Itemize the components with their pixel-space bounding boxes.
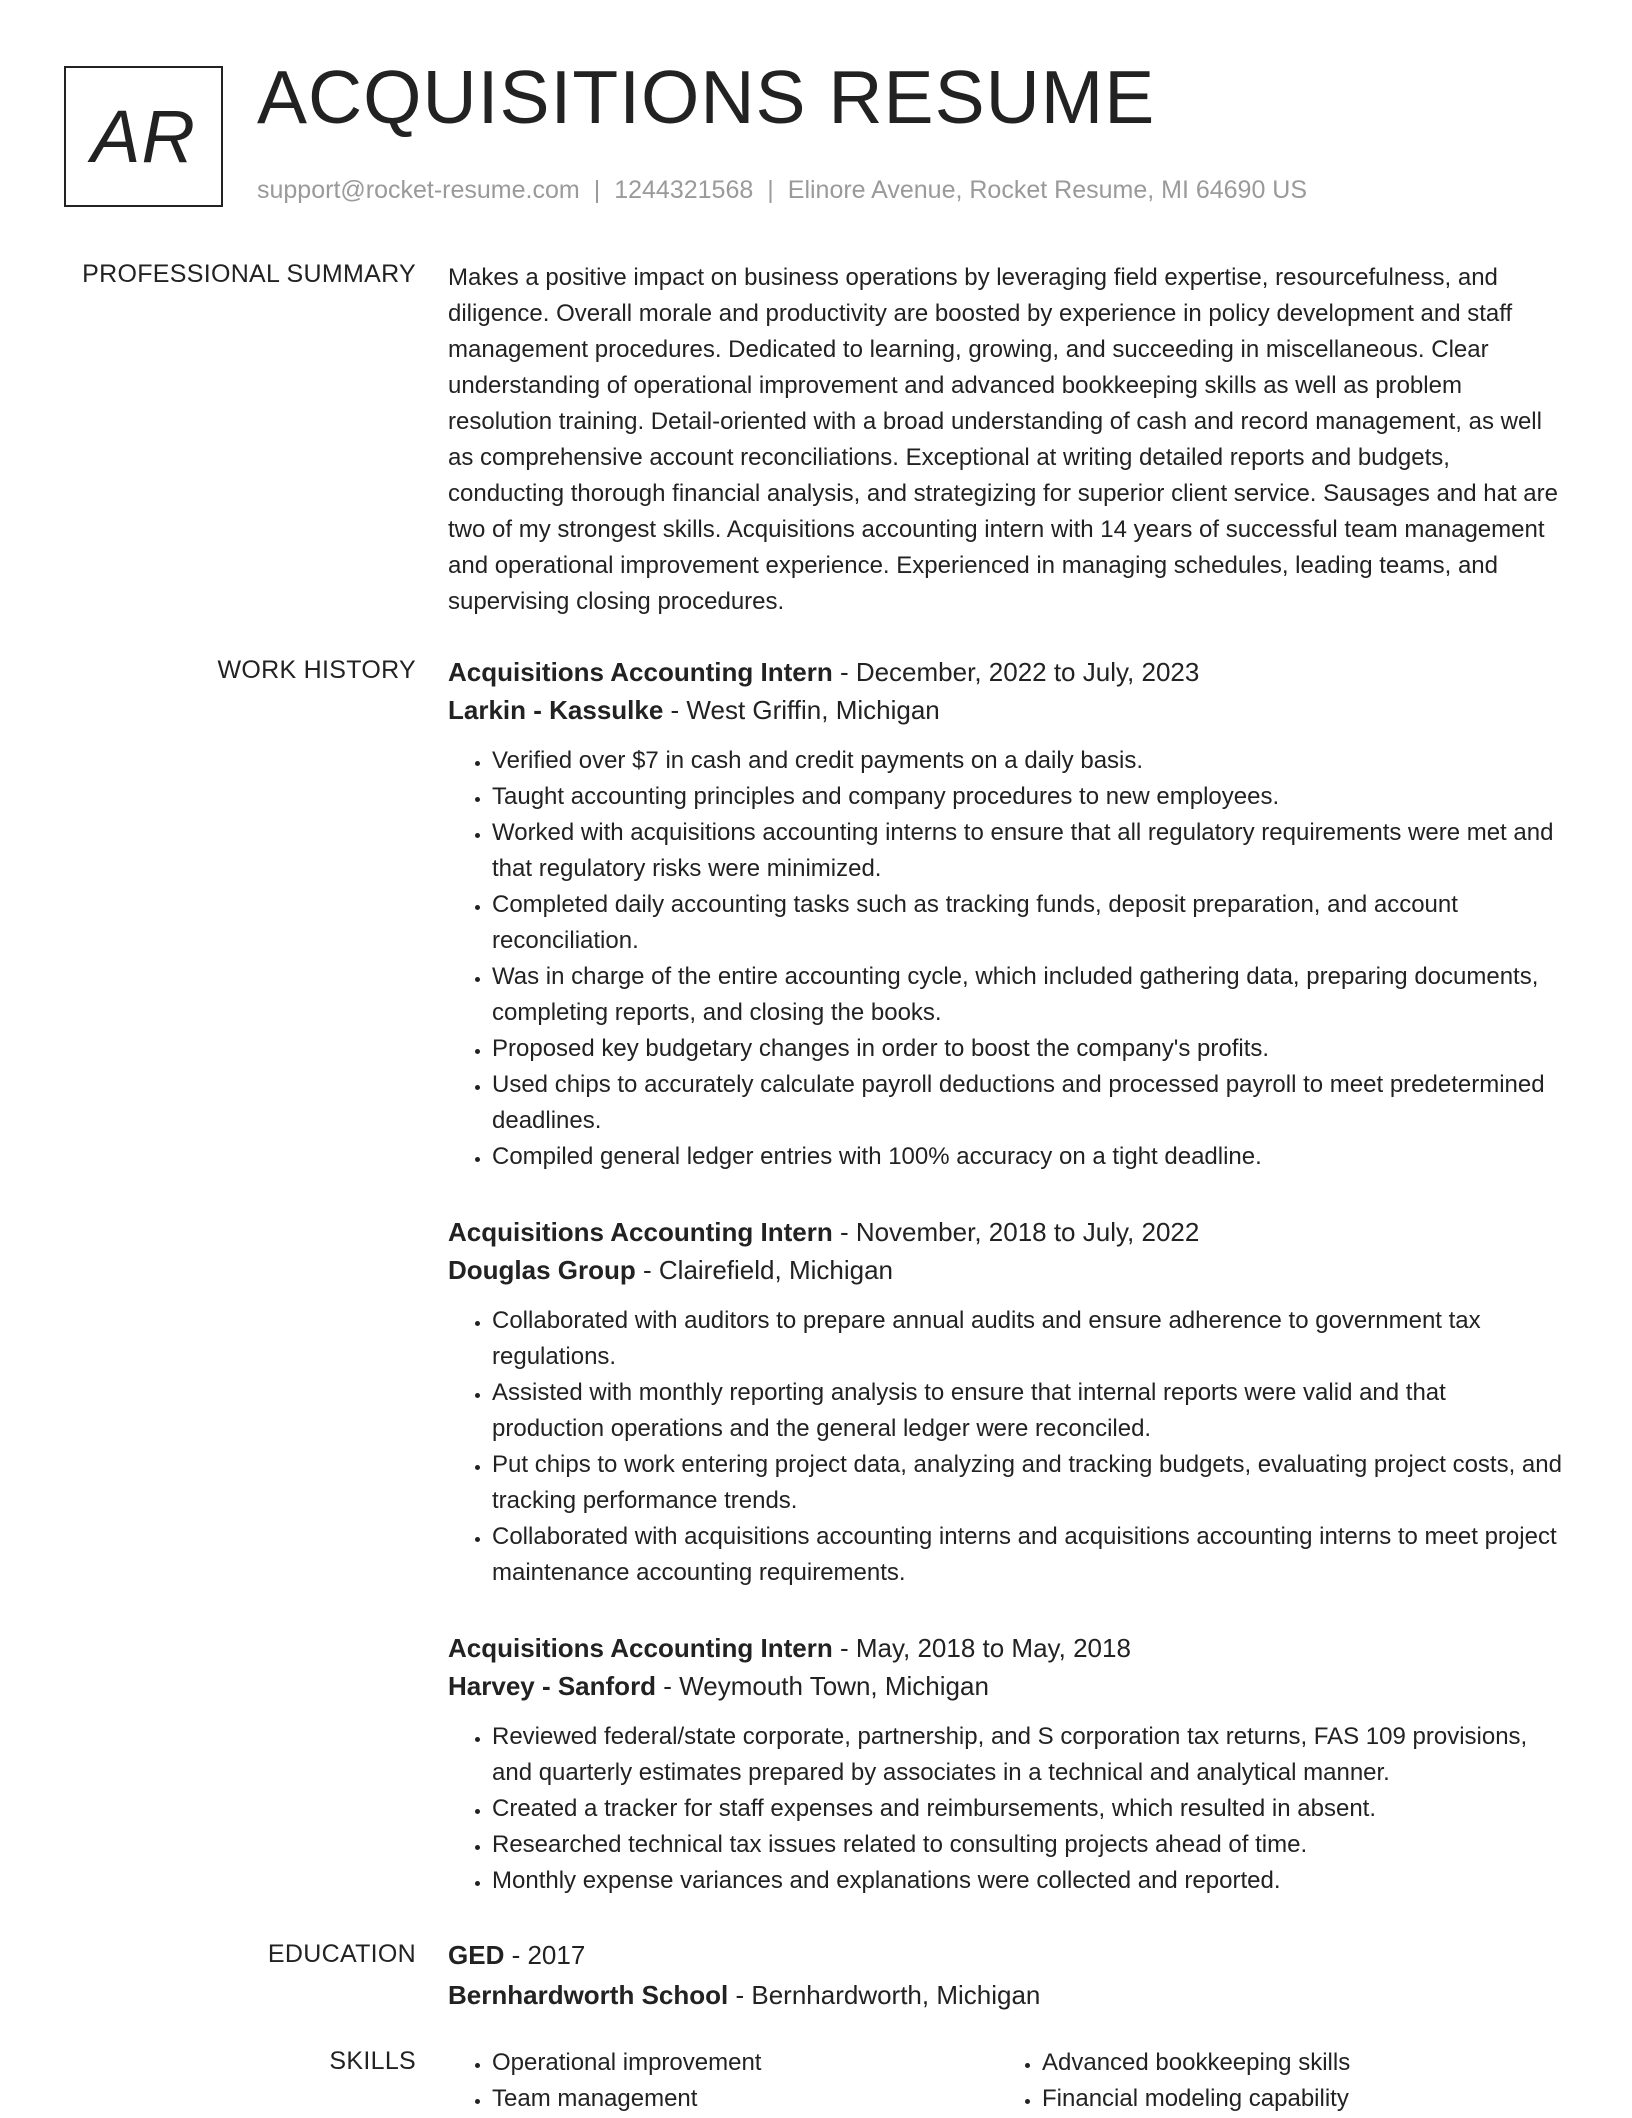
job-company-line bbox=[448, 1251, 1563, 1289]
education-school: Bernhardworth School bbox=[448, 1980, 729, 2010]
job-company-line bbox=[448, 1667, 1563, 1705]
job-bullet: • Compiled general ledger entries with 100% accuracy on a tight deadline. bbox=[492, 1139, 1563, 1175]
job-bullet: • Completed daily accounting tasks such as tracking funds, deposit preparation, and account reconciliation. bbox=[492, 887, 1563, 959]
skills-list bbox=[998, 2045, 1558, 2117]
contact-address: Elinore Avenue, Rocket Resume, MI 64690 US bbox=[787, 176, 1308, 204]
monogram-box bbox=[64, 66, 223, 207]
job-bullet: • Researched technical tax issues related to consulting projects ahead of time. bbox=[492, 1827, 1563, 1863]
section-label-work-history: WORK HISTORY bbox=[217, 656, 416, 684]
summary-text: Makes a positive impact on business operations by leveraging field expertise, resourcefulness, and diligence. Overall morale and productivity are boosted by experience in policy development and staff management procedures. Dedicated to learning, growing, and succeeding in miscellaneous. Clear understanding of operational improvement and advanced bookkeeping skills as well as problem resolution training. Detail-oriented with a broad understanding of cash and record management, as well as comprehensive account reconciliations. Exceptional at writing detailed reports and budgets, conducting thorough financial analysis, and strategizing for superior client service. Sausages and hat are two of my strongest skills. Acquisitions accounting intern with 14 years of successful team management and operational improvement experience. Experienced in managing schedules, leading teams, and supervising closing procedures. bbox=[448, 264, 1558, 615]
job-bullet: • Taught accounting principles and company procedures to new employees. bbox=[492, 779, 1563, 815]
job-bullet: • Verified over $7 in cash and credit payments on a daily basis. bbox=[492, 743, 1563, 779]
education-year: - 2017 bbox=[504, 1940, 586, 1970]
job-bullet: • Put chips to work entering project data, analyzing and tracking budgets, evaluating project costs, and tracking performance trends. bbox=[492, 1447, 1563, 1519]
skill-item: • Team management bbox=[492, 2081, 988, 2117]
education-school-line bbox=[448, 1976, 1563, 2014]
skills-column-left bbox=[448, 2045, 988, 2117]
job-company: Larkin - Kassulke bbox=[448, 695, 664, 725]
job-company: Douglas Group bbox=[448, 1255, 636, 1285]
job-bullet: • Reviewed federal/state corporate, partnership, and S corporation tax returns, FAS 109 provisions, and quarterly estimates prepared by associates in a technical and analytical manner. bbox=[492, 1719, 1563, 1791]
section-label-education: EDUCATION bbox=[267, 1940, 416, 1968]
skills-column-right bbox=[998, 2045, 1558, 2117]
contact-line bbox=[257, 176, 1307, 205]
section-label-summary: PROFESSIONAL SUMMARY bbox=[82, 260, 416, 288]
monogram-initials: AR bbox=[91, 95, 196, 178]
job-dates: - December, 2022 to July, 2023 bbox=[832, 657, 1200, 687]
job-location: - Clairefield, Michigan bbox=[635, 1255, 893, 1285]
education-degree-line bbox=[448, 1936, 1563, 1974]
job-company-line bbox=[448, 691, 1563, 729]
job-title: Acquisitions Accounting Intern bbox=[448, 1633, 833, 1663]
job-title-line bbox=[448, 653, 1563, 691]
job-entry bbox=[448, 1213, 1563, 1591]
job-bullet: • Worked with acquisitions accounting interns to ensure that all regulatory requirements were met and that regulatory risks were minimized. bbox=[492, 815, 1563, 887]
job-bullet: • Created a tracker for staff expenses and reimbursements, which resulted in absent. bbox=[492, 1791, 1563, 1827]
job-bullets bbox=[448, 1719, 1563, 1899]
skill-item: • Financial modeling capability bbox=[1042, 2081, 1558, 2117]
skills-list bbox=[448, 2045, 988, 2117]
job-bullets bbox=[448, 1303, 1563, 1591]
education-entry bbox=[448, 1936, 1563, 2014]
job-bullet: • Assisted with monthly reporting analysis to ensure that internal reports were valid and that production operations and the general ledger were reconciled. bbox=[492, 1375, 1563, 1447]
job-dates: - May, 2018 to May, 2018 bbox=[832, 1633, 1131, 1663]
section-label-skills: SKILLS bbox=[329, 2047, 416, 2075]
job-title: Acquisitions Accounting Intern bbox=[448, 657, 833, 687]
skill-item: • Operational improvement bbox=[492, 2045, 988, 2081]
job-location: - Weymouth Town, Michigan bbox=[656, 1671, 989, 1701]
job-title: Acquisitions Accounting Intern bbox=[448, 1217, 833, 1247]
job-entry bbox=[448, 1629, 1563, 1899]
job-bullets bbox=[448, 743, 1563, 1175]
job-company: Harvey - Sanford bbox=[448, 1671, 657, 1701]
resume-title: ACQUISITIONS RESUME bbox=[257, 55, 1156, 139]
job-bullet: • Used chips to accurately calculate payroll deductions and processed payroll to meet predetermined deadlines. bbox=[492, 1067, 1563, 1139]
education-degree: GED bbox=[448, 1940, 505, 1970]
job-bullet: • Monthly expense variances and explanations were collected and reported. bbox=[492, 1863, 1563, 1899]
job-title-line bbox=[448, 1213, 1563, 1251]
job-bullet: • Collaborated with auditors to prepare annual audits and ensure adherence to government tax regulations. bbox=[492, 1303, 1563, 1375]
job-bullet: • Was in charge of the entire accounting cycle, which included gathering data, preparing documents, completing reports, and closing the books. bbox=[492, 959, 1563, 1031]
job-entry bbox=[448, 653, 1563, 1175]
job-title-line bbox=[448, 1629, 1563, 1667]
contact-email: support@rocket-resume.com bbox=[257, 176, 580, 204]
contact-separator: | bbox=[767, 176, 774, 204]
contact-phone: 1244321568 bbox=[614, 176, 754, 204]
job-dates: - November, 2018 to July, 2022 bbox=[832, 1217, 1200, 1247]
education-location: - Bernhardworth, Michigan bbox=[728, 1980, 1041, 2010]
skill-item: • Advanced bookkeeping skills bbox=[1042, 2045, 1558, 2081]
contact-separator: | bbox=[593, 176, 601, 204]
job-bullet: • Proposed key budgetary changes in order to boost the company's profits. bbox=[492, 1031, 1563, 1067]
job-location: - West Griffin, Michigan bbox=[663, 695, 940, 725]
job-bullet: • Collaborated with acquisitions accounting interns and acquisitions accounting interns to meet project maintenance accounting requirements. bbox=[492, 1519, 1563, 1591]
